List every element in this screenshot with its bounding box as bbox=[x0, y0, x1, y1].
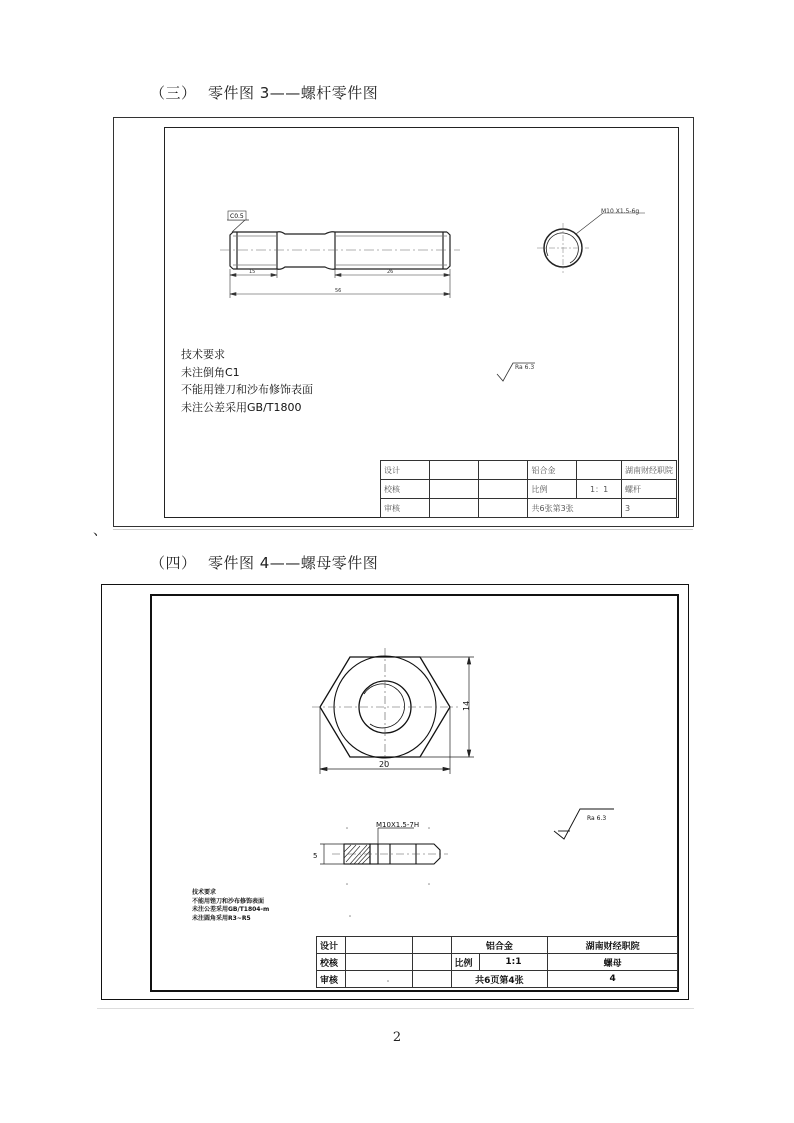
tb-drawing-no: 4 bbox=[548, 971, 678, 988]
tech-req-title: 技术要求 bbox=[192, 889, 217, 896]
title-block-4 bbox=[316, 936, 678, 988]
thread-label: M10 X1.5-6g bbox=[601, 208, 640, 215]
dim-left-length: 15 bbox=[249, 269, 256, 275]
nut-thread-label: M10X1.5-7H bbox=[376, 821, 420, 829]
section-4-heading bbox=[150, 552, 378, 573]
tech-req-item: 未注倒角C1 bbox=[181, 365, 240, 379]
tb-material: 铝合金 bbox=[451, 937, 548, 954]
tb-material: 铝合金 bbox=[528, 461, 577, 480]
drawing-4-sheet bbox=[101, 584, 689, 1000]
tb-sheets: 共6页第4张 bbox=[451, 971, 548, 988]
nut-roughness-label: Ra 6.3 bbox=[587, 815, 607, 822]
tb-sheets: 共6张第3张 bbox=[528, 499, 621, 518]
tb-part-name: 螺杆 bbox=[621, 480, 676, 499]
tb-design-label: 设计 bbox=[381, 461, 430, 480]
dim-height: 14 bbox=[462, 700, 471, 711]
title-block-3 bbox=[380, 460, 677, 518]
dim-thickness: 5 bbox=[313, 852, 318, 860]
tech-req-title: 技术要求 bbox=[181, 348, 225, 361]
tb-scale-label: 比例 bbox=[451, 954, 479, 971]
tb-check-label: 校核 bbox=[317, 954, 346, 971]
tb-part-name: 螺母 bbox=[548, 954, 678, 971]
section-3-title: 零件图 3——螺杆零件图 bbox=[208, 84, 379, 102]
nut-drawing bbox=[152, 596, 677, 990]
section-3-heading bbox=[150, 82, 378, 103]
screw-drawing bbox=[165, 128, 678, 517]
chamfer-label: C0.5 bbox=[230, 213, 244, 220]
tech-requirements-4 bbox=[192, 889, 269, 923]
tech-req-item: 不能用锉刀和沙布修饰表面 bbox=[192, 897, 265, 905]
stray-mark: 、 bbox=[93, 523, 107, 539]
tb-scale-value: 1:1 bbox=[479, 954, 548, 971]
bottom-separator bbox=[97, 1008, 694, 1009]
tb-review-label: 审核 bbox=[317, 971, 346, 988]
tb-drawing-no: 3 bbox=[621, 499, 676, 518]
drawing-3-sheet bbox=[113, 117, 694, 527]
section-4-number: （四） bbox=[150, 554, 197, 572]
section-3-number: （三） bbox=[150, 84, 197, 102]
tb-design-label: 设计 bbox=[317, 937, 346, 954]
tb-scale-value: 1：1 bbox=[577, 480, 622, 499]
dim-width: 20 bbox=[379, 760, 390, 769]
tech-req-item: 未注圆角采用R3~R5 bbox=[192, 914, 251, 922]
tech-req-item: 未注公差采用GB/T1800 bbox=[181, 400, 302, 414]
separator-line bbox=[113, 529, 693, 530]
drawing-4-frame bbox=[150, 594, 679, 992]
tech-req-item: 未注公差采用GB/T1804-m bbox=[192, 906, 270, 913]
drawing-3-frame bbox=[164, 127, 679, 518]
tb-scale-label: 比例 bbox=[528, 480, 577, 499]
tb-review-label: 审核 bbox=[381, 499, 430, 518]
section-4-title: 零件图 4——螺母零件图 bbox=[208, 554, 379, 572]
tb-check-label: 校核 bbox=[381, 480, 430, 499]
tb-school: 湖南财经职院 bbox=[621, 461, 676, 480]
dim-total-length: 56 bbox=[335, 288, 342, 294]
roughness-label: Ra 6.3 bbox=[515, 364, 535, 371]
tb-school: 湖南财经职院 bbox=[548, 937, 678, 954]
tech-requirements-3 bbox=[181, 346, 313, 416]
dim-mid-length: 26 bbox=[387, 269, 394, 275]
page-number: 2 bbox=[392, 1030, 402, 1045]
tech-req-item: 不能用锉刀和沙布修饰表面 bbox=[181, 383, 313, 396]
